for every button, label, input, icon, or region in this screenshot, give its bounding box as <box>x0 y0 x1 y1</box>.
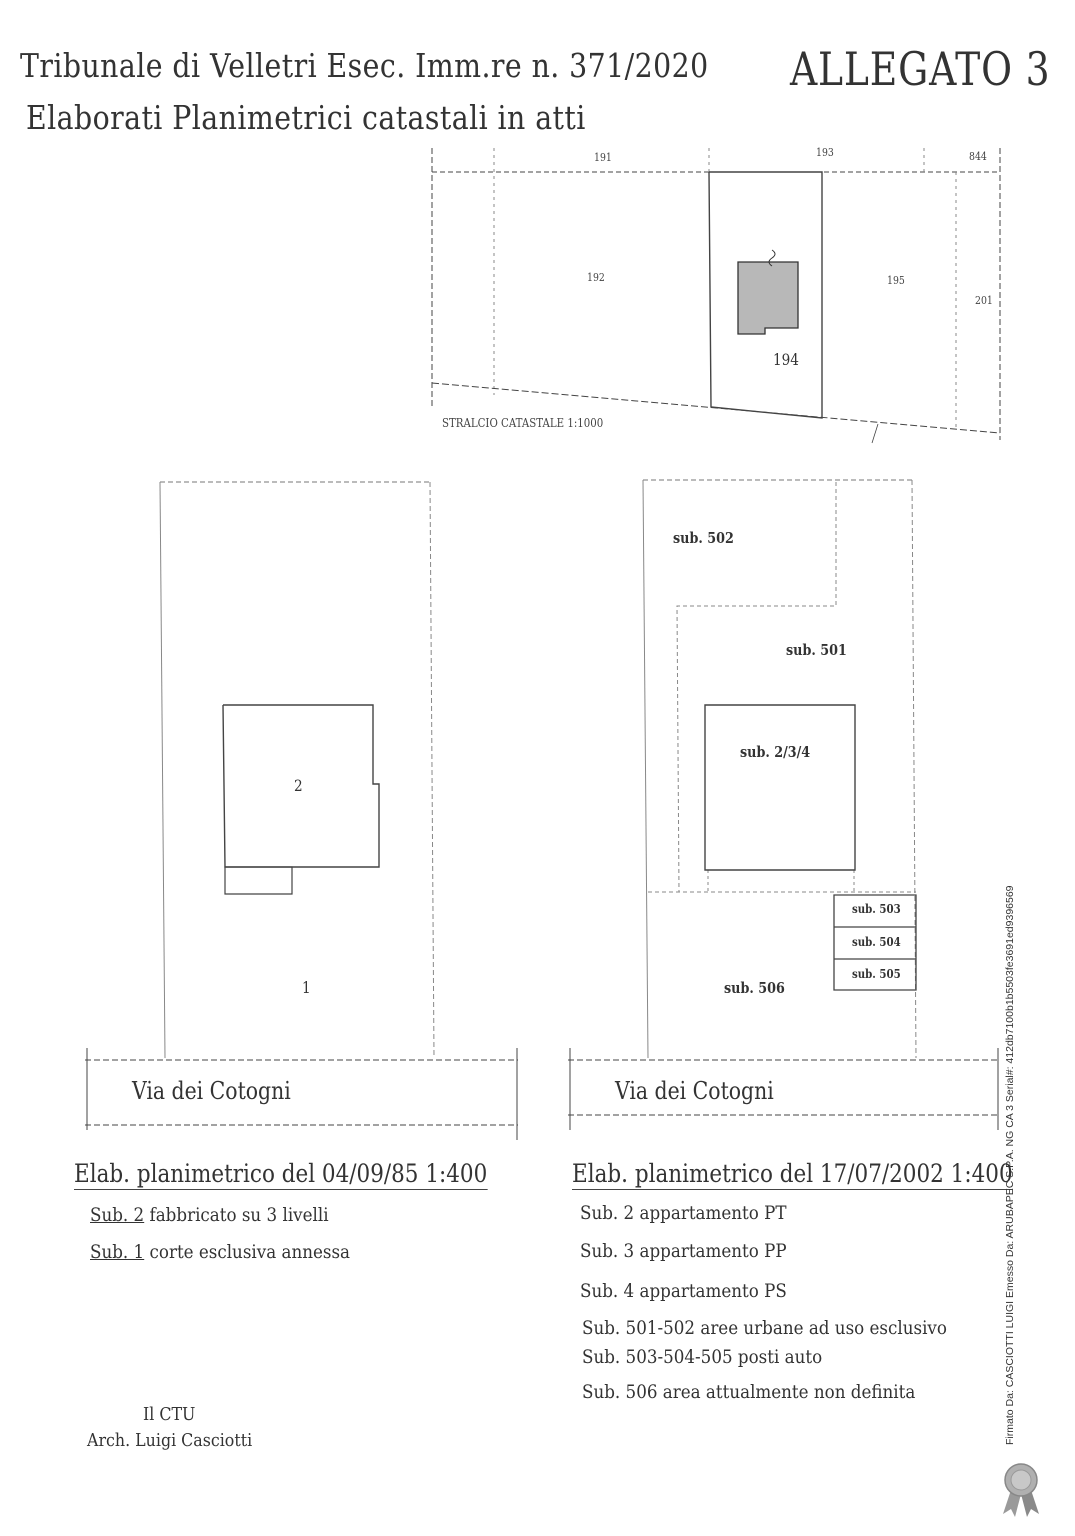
building-footprint <box>738 262 798 334</box>
legend-2002-sub3: Sub. 3 appartamento PP <box>580 1240 787 1262</box>
legend-2002-sub2: Sub. 2 appartamento PT <box>580 1202 787 1224</box>
building-sub-234-outline <box>705 705 855 870</box>
signature-role: Il CTU <box>143 1404 196 1425</box>
plan-1985-drawing <box>0 470 540 1150</box>
legend-2002-sub4: Sub. 4 appartamento PS <box>580 1280 787 1302</box>
attachment-label: ALLEGATO 3 <box>790 42 1051 96</box>
building-2-label: 2 <box>294 776 303 795</box>
seal-ribbon-icon <box>998 1462 1044 1518</box>
plan-2002-drawing <box>540 470 1010 1150</box>
parcel-label-192: 192 <box>587 271 605 284</box>
sub-502-label: sub. 502 <box>673 529 734 547</box>
sub-505-label: sub. 505 <box>852 967 901 981</box>
building-annex <box>225 867 292 894</box>
map-scale-note: STRALCIO CATASTALE 1:1000 <box>442 416 604 430</box>
legend-1985-sub1: Sub. 1 corte esclusiva annessa <box>90 1241 351 1263</box>
sub-504-label: sub. 504 <box>852 935 901 949</box>
sub-234-label: sub. 2/3/4 <box>740 743 811 761</box>
parcel-label-191: 191 <box>594 151 612 164</box>
cadastral-extract-map <box>0 0 1075 470</box>
lot-right-edge <box>430 482 434 1058</box>
parcel-label-193: 193 <box>816 146 834 159</box>
signature-name: Arch. Luigi Casciotti <box>87 1430 253 1451</box>
sub-506-label: sub. 506 <box>724 979 785 997</box>
document-subtitle: Elaborati Planimetrici catastali in atti <box>26 98 586 137</box>
parcel-label-194: 194 <box>773 350 799 369</box>
sub-501-label: sub. 501 <box>786 641 847 659</box>
parcel-label-195: 195 <box>887 274 905 287</box>
caption-2002: Elab. planimetrico del 17/07/2002 1:400 <box>572 1159 1013 1188</box>
caption-1985: Elab. planimetrico del 04/09/85 1:400 <box>74 1159 488 1188</box>
lot-left-edge <box>160 482 165 1058</box>
parcel-label-201: 201 <box>975 294 993 307</box>
street-name-2002: Via dei Cotogni <box>615 1077 774 1105</box>
legend-2002-sub506: Sub. 506 area attualmente non definita <box>582 1381 916 1403</box>
parcel-label-844: 844 <box>969 150 987 163</box>
legend-1985-sub2: Sub. 2 fabbricato su 3 livelli <box>90 1204 329 1226</box>
document-title: Tribunale di Velletri Esec. Imm.re n. 371/2020 <box>20 46 709 85</box>
legend-2002-sub501-502: Sub. 501-502 aree urbane ad uso esclusivo <box>582 1317 947 1339</box>
legend-2002-sub503-505: Sub. 503-504-505 posti auto <box>582 1346 823 1368</box>
street-name-1985: Via dei Cotogni <box>132 1077 291 1105</box>
courtyard-1-label: 1 <box>302 978 311 997</box>
digital-signature-text: Firmato Da: CASCIOTTI LUIGI Emesso Da: ARUBAPEC S.P.A. NG CA 3 Serial#: 412db7100b1b5503fe3691ed9396569 <box>1004 885 1016 1445</box>
sub-503-label: sub. 503 <box>852 902 901 916</box>
